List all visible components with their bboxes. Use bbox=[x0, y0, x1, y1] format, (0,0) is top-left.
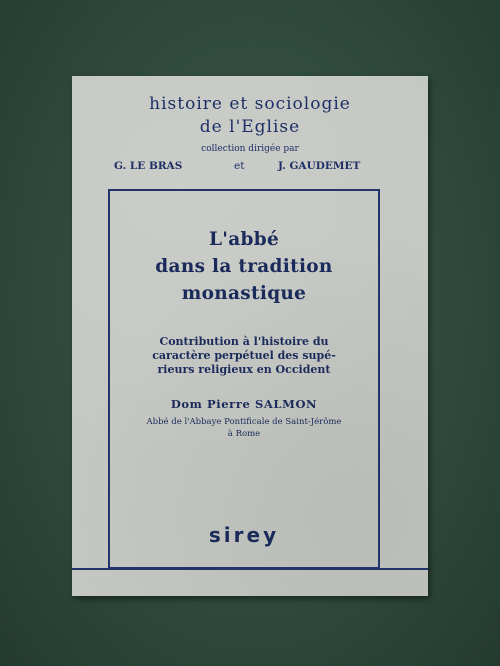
editor-name-1: G. LE BRAS bbox=[114, 160, 183, 172]
book-cover bbox=[72, 76, 428, 596]
series-title-line2: de l'Eglise bbox=[199, 117, 301, 137]
series-title-line1: histoire et sociologie bbox=[149, 94, 351, 114]
editor-name-2: J. GAUDEMET bbox=[278, 160, 361, 172]
bottom-rule bbox=[72, 568, 428, 570]
subtitle-line2: caractère perpétuel des supé- bbox=[152, 349, 336, 362]
series-editors bbox=[72, 160, 428, 176]
book-title-line3: monastique bbox=[181, 283, 307, 304]
book-title-line1: L'abbé bbox=[208, 229, 280, 250]
publisher-name: sirey bbox=[208, 523, 280, 547]
title-frame bbox=[108, 189, 380, 569]
author-name: Dom Pierre SALMON bbox=[170, 397, 318, 411]
subtitle-line1: Contribution à l'histoire du bbox=[159, 335, 329, 348]
editor-conjunction: et bbox=[234, 160, 245, 172]
book-title-line2: dans la tradition bbox=[155, 256, 333, 277]
author-affiliation-line2: à Rome bbox=[227, 429, 261, 439]
subtitle-line3: rieurs religieux en Occident bbox=[157, 363, 331, 376]
collection-label: collection dirigée par bbox=[201, 144, 299, 154]
author-affiliation-line1: Abbé de l'Abbaye Pontificale de Saint-Jérôme bbox=[146, 417, 342, 427]
